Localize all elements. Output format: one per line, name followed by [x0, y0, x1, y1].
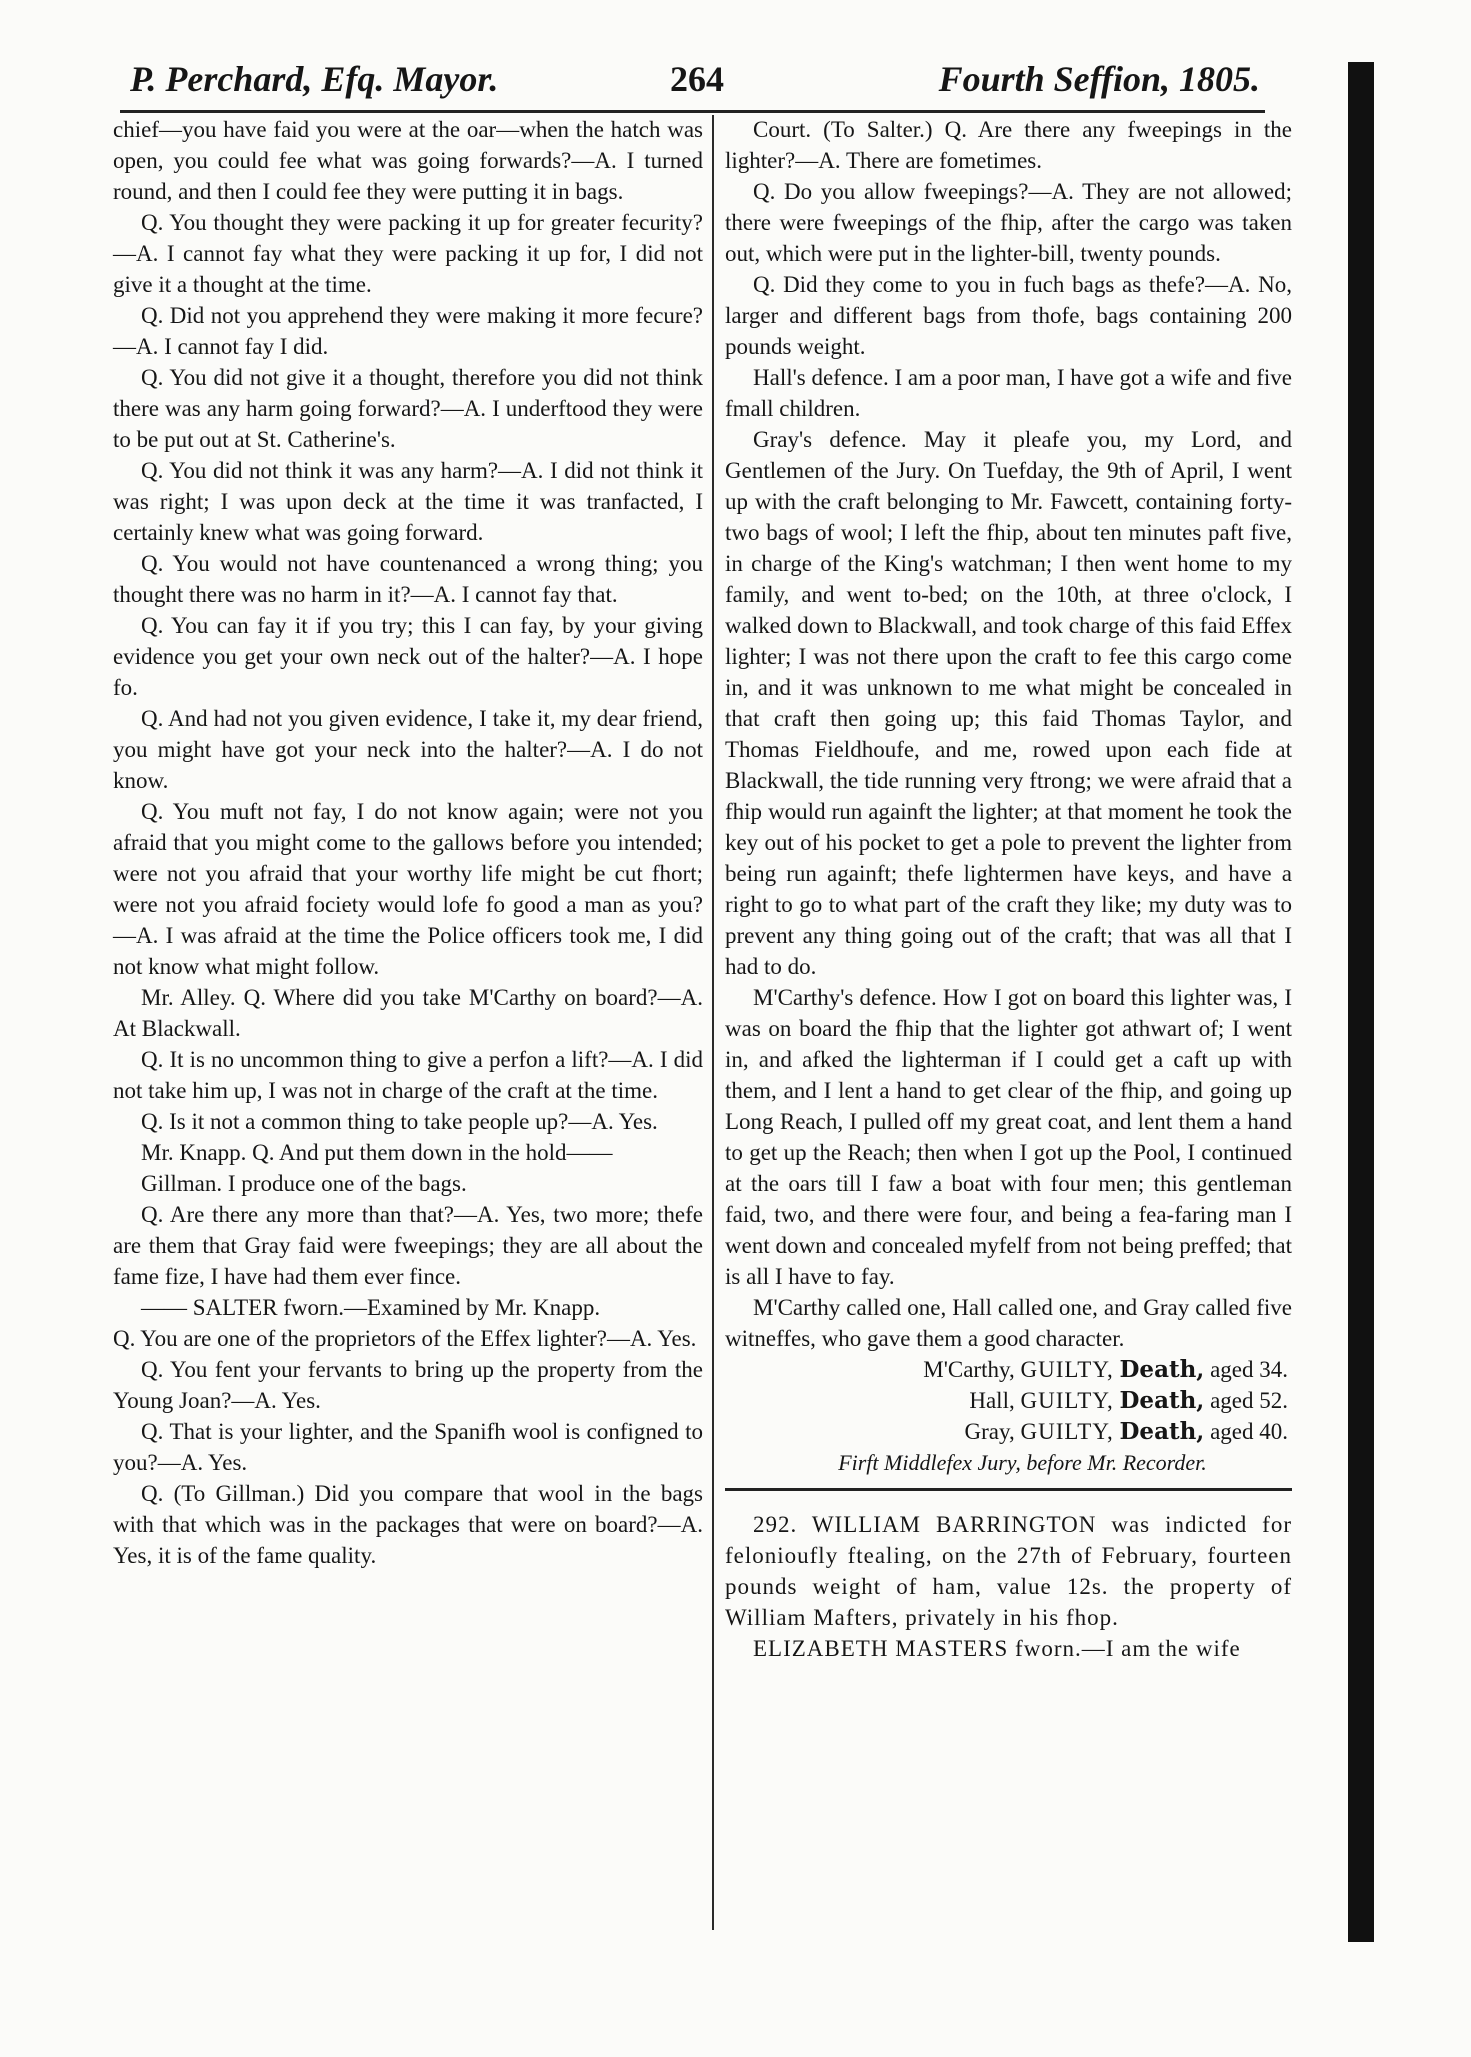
paragraph: Q. You are one of the proprietors of the Effex lighter?—A. Yes.: [113, 1326, 697, 1351]
jury-line: Firft Middlefex Jury, before Mr. Recorder.: [838, 1450, 1207, 1475]
paragraph: Mr. Knapp. Q. And put them down in the hold——: [141, 1140, 613, 1165]
paragraph: Q. You thought they were packing it up for greater fecurity?—A. I cannot fay what they were packing it up for, I did not give it a thought at the time.: [113, 210, 703, 297]
paragraph: Q. You would not have countenanced a wrong thing; you thought there was no harm in it?—A. I cannot fay that.: [113, 551, 703, 607]
paragraph: Q. Do you allow fweepings?—A. They are not allowed; there were fweepings of the fhip, after the cargo was taken out, which were put in the lighter-bill, twenty pounds.: [725, 179, 1292, 266]
paragraph: Q. Is it not a common thing to take people up?—A. Yes.: [141, 1109, 658, 1134]
paragraph: Q. You did not give it a thought, therefore you did not think there was any harm going forward?—A. I underftood they were to be put out at St. Catherine's.: [113, 365, 703, 452]
running-head-left: P. Perchard, Efq. Mayor.: [130, 59, 499, 99]
paragraph: Q. Did not you apprehend they were making it more fecure?—A. I cannot fay I did.: [113, 303, 703, 359]
paragraph: Court. (To Salter.) Q. Are there any fweepings in the lighter?—A. There are fometimes.: [725, 117, 1292, 173]
verdict-line: Hall, GUILTY, Death, aged 52.: [969, 1387, 1288, 1414]
paragraph: Q. You fent your fervants to bring up the property from the Young Joan?—A. Yes.: [113, 1357, 703, 1413]
header-rule: [120, 110, 1265, 113]
paragraph: ELIZABETH MASTERS fworn.—I am the wife: [753, 1636, 1241, 1661]
paragraph: Q. It is no uncommon thing to give a perfon a lift?—A. I did not take him up, I was not in charge of the craft at the time.: [113, 1047, 703, 1103]
paragraph: Q. (To Gillman.) Did you compare that wool in the bags with that which was in the packages that were on board?—A. Yes, it is of the fame quality.: [113, 1481, 703, 1568]
page-edge-shadow: [1348, 62, 1374, 1942]
paragraph: Q. Are there any more than that?—A. Yes, two more; thefe are them that Gray faid were fweepings; they are all about the fame fize, I have had them ever fince.: [113, 1202, 703, 1289]
column-divider: [712, 115, 714, 1930]
page-number: 264: [670, 59, 724, 99]
verdict-line: M'Carthy, GUILTY, Death, aged 34.: [923, 1356, 1288, 1383]
paragraph: Q. And had not you given evidence, I take it, my dear friend, you might have got your neck into the halter?—A. I do not know.: [113, 706, 703, 793]
witness-heading: —— SALTER fworn.—Examined by Mr. Knapp.: [141, 1295, 601, 1320]
verdict-line: Gray, GUILTY, Death, aged 40.: [964, 1418, 1288, 1445]
paragraph: Q. You muft not fay, I do not know again; were not you afraid that you might come to the gallows before you intended; were not you afraid that your worthy life might be cut fhort; were not you afraid fociety would lofe fo good a man as you?—A. I was afraid at the time the Police officers took me, I did not know what might follow.: [113, 799, 703, 979]
left-column: [113, 114, 703, 1571]
paragraph: Mr. Alley. Q. Where did you take M'Carthy on board?—A. At Blackwall.: [113, 985, 703, 1041]
case-heading: 292. WILLIAM BARRINGTON was indicted for felonioufly ftealing, on the 27th of February, fourteen pounds weight of ham, value 12s. the property of William Mafters, privately in his fhop.: [725, 1512, 1292, 1630]
case-separator-rule: [725, 1488, 1292, 1491]
paragraph: Q. That is your lighter, and the Spanifh wool is configned to you?—A. Yes.: [113, 1419, 703, 1475]
paragraph: Hall's defence. I am a poor man, I have got a wife and five fmall children.: [725, 365, 1292, 421]
paragraph: M'Carthy's defence. How I got on board this lighter was, I was on board the fhip that the lighter got athwart of; I went in, and afked the lighterman if I could get a caft up with them, and I lent a hand to get clear of the fhip, and going up Long Reach, I pulled off my great coat, and lent them a hand to get up the Reach; then when I got up the Pool, I continued at the oars till I faw a boat with four men; this gentleman faid, two, and there were four, and being a fea-faring man I went down and concealed myfelf from not being preffed; that is all I have to fay.: [725, 985, 1292, 1289]
paragraph: M'Carthy called one, Hall called one, and Gray called five witneffes, who gave them a good character.: [725, 1295, 1292, 1351]
paragraph: Q. Did they come to you in fuch bags as thefe?—A. No, larger and different bags from thofe, bags containing 200 pounds weight.: [725, 272, 1292, 359]
paragraph: Gillman. I produce one of the bags.: [141, 1171, 467, 1196]
paragraph: chief—you have faid you were at the oar—when the hatch was open, you could fee what was going forwards?—A. I turned round, and then I could fee they were putting it in bags.: [113, 117, 703, 204]
paragraph: Q. You can fay it if you try; this I can fay, by your giving evidence you get your own neck out of the halter?—A. I hope fo.: [113, 613, 703, 700]
right-column: [725, 114, 1292, 1664]
paragraph: Q. You did not think it was any harm?—A. I did not think it was right; I was upon deck at the time it was tranfacted, I certainly knew what was going forward.: [113, 458, 703, 545]
page-header: [130, 58, 1260, 114]
running-head-right: Fourth Seffion, 1805.: [938, 59, 1260, 99]
paragraph: Gray's defence. May it pleafe you, my Lord, and Gentlemen of the Jury. On Tuefday, the 9th of April, I went up with the craft belonging to Mr. Fawcett, containing forty-two bags of wool; I left the fhip, about ten minutes paft five, in charge of the King's watchman; I then went home to my family, and went to-bed; on the 10th, at three o'clock, I walked down to Blackwall, and took charge of this faid Effex lighter; I was not there upon the craft to fee this cargo come in, and it was unknown to me what might be concealed in that craft then going up; this faid Thomas Taylor, and Thomas Fieldhoufe, and me, rowed upon each fide at Blackwall, the tide running very ftrong; we were afraid that a fhip would run againft the lighter; at that moment he took the key out of his pocket to get a pole to prevent the lighter from being run againft; thefe lightermen have keys, and have a right to go to what part of the craft they like; my duty was to prevent any thing going out of the craft; that was all that I had to do.: [725, 427, 1292, 979]
